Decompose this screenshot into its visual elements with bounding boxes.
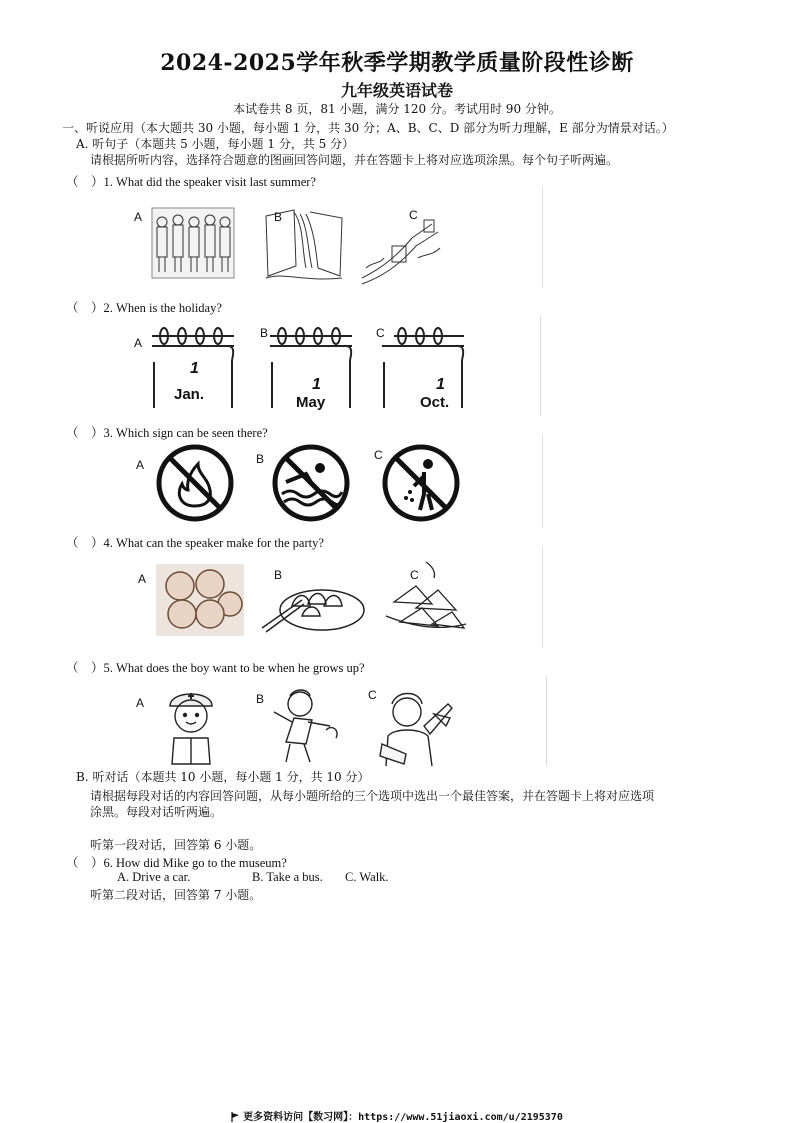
calendar-month: Jan.: [174, 386, 205, 403]
waterfall-icon: [264, 206, 344, 284]
question-text: 6. How did Mike go to the museum?: [103, 856, 287, 870]
dumplings-icon: [262, 570, 366, 634]
swimmer-icon: [266, 686, 346, 766]
option-label: B: [274, 210, 283, 224]
question-2: [66, 298, 222, 316]
flag-icon: [231, 1112, 240, 1122]
option-label: A: [136, 458, 145, 472]
exam-subtitle: 九年级英语试卷: [340, 81, 453, 100]
option-label: A: [136, 696, 145, 710]
option-label: A: [134, 336, 143, 350]
calendar-month: Oct.: [420, 394, 450, 411]
teacher-icon: [376, 688, 456, 766]
question-5: [66, 658, 365, 676]
option-label: C: [376, 326, 385, 340]
option-label: C: [374, 448, 383, 462]
question-2-pictures: [124, 316, 541, 416]
no-littering-icon: [382, 444, 460, 522]
dialog-1-label: 听第一段对话，回答第 6 小题。: [90, 838, 262, 852]
part-b-heading: B. 听对话（本题共 10 小题，每小题 1 分，共 10 分）: [76, 770, 370, 784]
part-a-instruction: 请根据所听内容，选择符合题意的图画回答问题，并在答题卡上将对应选项涂黑。每个句子听两遍。: [90, 153, 619, 167]
great-wall-icon: [362, 218, 444, 284]
question-6: [66, 853, 287, 871]
exam-title: 2024-2025学年秋季学期教学质量阶段性诊断: [160, 50, 634, 76]
question-3-pictures: [124, 436, 543, 528]
answer-blank[interactable]: （ ）: [66, 661, 104, 675]
option-label: B: [260, 326, 269, 340]
calendar-day: 1: [436, 376, 445, 393]
q6-option-a[interactable]: A. Drive a car.: [117, 870, 191, 884]
question-4-pictures: [124, 548, 543, 648]
part-a-heading: A. 听句子（本题共 5 小题，每小题 1 分，共 5 分）: [76, 137, 355, 151]
zongzi-icon: [386, 558, 466, 638]
question-1-pictures: [124, 188, 543, 288]
mooncakes-icon: [156, 564, 244, 636]
calendar-icon: [268, 324, 354, 410]
part-b-instruction-line-2: 涂黑。每段对话听两遍。: [90, 805, 223, 819]
question-text: 3. Which sign can be seen there?: [103, 426, 268, 440]
answer-blank[interactable]: （ ）: [66, 175, 104, 189]
answer-blank[interactable]: （ ）: [66, 301, 104, 315]
section-heading: 一、听说应用（本大题共 30 小题，每小题 1 分，共 30 分；A、B、C、D 部分为听力理解，E 部分为情景对话。）: [62, 121, 674, 135]
footer: [0, 1108, 794, 1123]
option-label: C: [410, 568, 419, 582]
q6-option-c[interactable]: C. Walk.: [345, 870, 389, 884]
no-fire-icon: [156, 444, 234, 522]
doctor-icon: [158, 684, 224, 766]
option-label: C: [409, 208, 418, 222]
option-label: B: [256, 692, 265, 706]
calendar-day: 1: [312, 376, 321, 393]
question-text: 2. When is the holiday?: [103, 301, 222, 315]
calendar-month: May: [296, 394, 326, 411]
calendar-icon: [380, 324, 466, 410]
dialog-2-label: 听第二段对话，回答第 7 小题。: [90, 888, 262, 902]
answer-blank[interactable]: （ ）: [66, 426, 104, 440]
terracotta-warriors-icon: [152, 208, 234, 278]
answer-blank[interactable]: （ ）: [66, 536, 104, 550]
option-label: B: [274, 568, 283, 582]
footer-link[interactable]: 更多资料访问【数习网】：https://www.51jiaoxi.com/u/2195370: [243, 1112, 563, 1123]
part-b-instruction-line-1: 请根据每段对话的内容回答问题，从每小题所给的三个选项中选出一个最佳答案，并在答题卡上将对应选项: [90, 789, 655, 803]
calendar-day: 1: [190, 360, 199, 377]
option-label: B: [256, 452, 265, 466]
answer-blank[interactable]: （ ）: [66, 856, 104, 870]
option-label: C: [368, 688, 377, 702]
q6-option-b[interactable]: B. Take a bus.: [252, 870, 323, 884]
question-text: 4. What can the speaker make for the party?: [103, 536, 324, 550]
question-text: 5. What does the boy want to be when he grows up?: [103, 661, 365, 675]
question-text: 1. What did the speaker visit last summer?: [103, 175, 316, 189]
option-label: A: [134, 210, 143, 224]
calendar-icon: [150, 324, 236, 410]
question-5-pictures: [124, 676, 547, 766]
no-swimming-icon: [272, 444, 350, 522]
exam-intro: 本试卷共 8 页，81 小题，满分 120 分。考试用时 90 分钟。: [233, 102, 561, 116]
option-label: A: [138, 572, 147, 586]
